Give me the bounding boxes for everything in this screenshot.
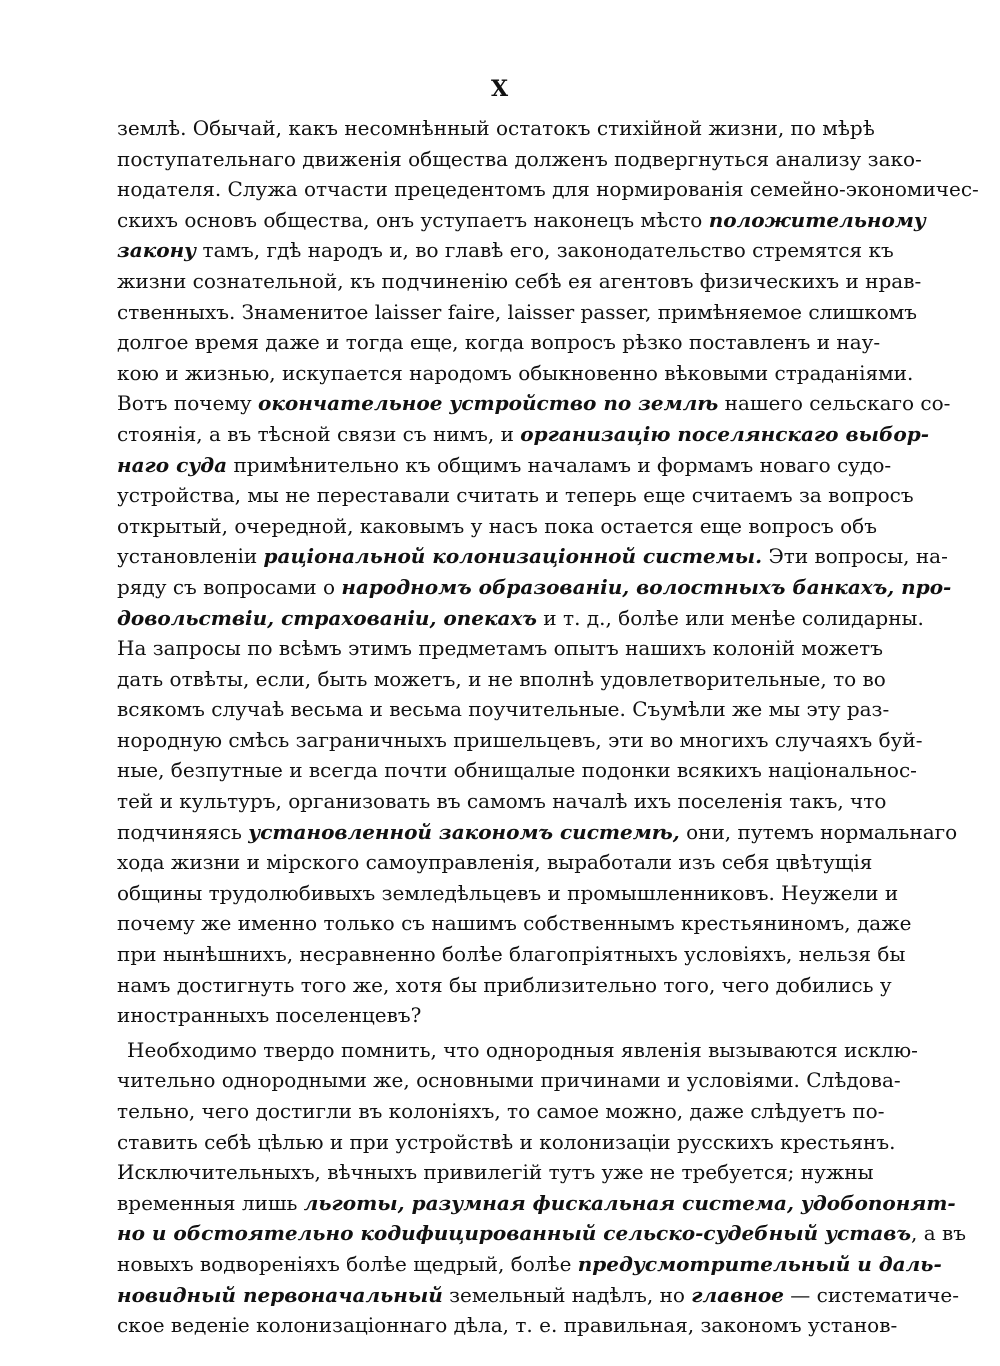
text-segment: ные, безпутные и всегда почти обнищалые подонки всякихъ національнос- xyxy=(117,758,917,783)
text-line xyxy=(117,1249,942,1280)
emphasized-text: новидный первоначальный xyxy=(117,1282,443,1307)
emphasized-text: окончательное устройство по землѣ xyxy=(258,391,719,416)
text-line xyxy=(117,1065,901,1096)
text-segment: земельный надѣлъ, но xyxy=(442,1282,692,1307)
text-line xyxy=(117,235,894,266)
text-line xyxy=(117,388,951,419)
text-line xyxy=(117,266,922,297)
page-number: X xyxy=(490,76,510,102)
text-segment: , а въ xyxy=(910,1221,966,1246)
text-line xyxy=(117,908,912,939)
text-line xyxy=(117,786,887,817)
text-segment: почему же именно только съ нашимъ собственнымъ крестьяниномъ, даже xyxy=(117,911,912,936)
emphasized-text: наго суда xyxy=(117,452,228,477)
text-line xyxy=(117,633,883,664)
emphasized-text: организацію поселянскаго выбор- xyxy=(520,421,930,446)
text-line xyxy=(117,572,952,603)
text-line xyxy=(117,327,881,358)
text-segment: при нынѣшнихъ, несравненно болѣе благопріятныхъ условіяхъ, нельзя бы xyxy=(117,942,906,967)
text-line xyxy=(117,511,877,542)
text-line xyxy=(117,1035,918,1066)
text-line xyxy=(117,1096,885,1127)
emphasized-text: закону xyxy=(117,238,197,263)
emphasized-text: главное xyxy=(691,1282,784,1307)
text-line xyxy=(117,664,886,695)
text-segment: Необходимо твердо помнить, что однородныя явленія вызываются исклю- xyxy=(127,1037,918,1062)
text-segment: примѣнительно къ общимъ началамъ и формамъ новаго судо- xyxy=(227,452,892,477)
emphasized-text: раціональной колонизаціонной системы. xyxy=(263,544,763,569)
text-segment: и т. д., болѣе или менѣе солидарны. xyxy=(536,605,924,630)
emphasized-text: но и обстоятельно кодифицированный сельско-судебный уставъ xyxy=(117,1221,911,1246)
text-segment: ственныхъ. Знаменитое laisser faire, laisser passer, примѣняемое слишкомъ xyxy=(117,299,918,324)
text-segment: иностранныхъ поселенцевъ? xyxy=(117,1003,422,1028)
text-segment: стоянія, а въ тѣсной связи съ нимъ, и xyxy=(117,421,521,446)
text-segment: открытый, очередной, каковымъ у насъ пока остается еще вопросъ объ xyxy=(117,513,877,538)
emphasized-text: предусмотрительный и даль- xyxy=(577,1251,942,1276)
emphasized-text: положительному xyxy=(708,207,926,232)
text-segment: жизни сознательной, къ подчиненію себѣ ея агентовъ физическихъ и нрав- xyxy=(117,268,922,293)
text-segment: скихъ основъ общества, онъ уступаетъ наконецъ мѣсто xyxy=(117,207,709,232)
text-segment: тамъ, гдѣ народъ и, во главѣ его, законодательство стремятся къ xyxy=(196,238,894,263)
text-segment: ряду съ вопросами о xyxy=(117,574,342,599)
text-segment: временныя лишь xyxy=(117,1190,304,1215)
text-line xyxy=(117,1310,898,1341)
text-segment: намъ достигнуть того же, хотя бы приблизительно того, чего добились у xyxy=(117,972,892,997)
text-line xyxy=(117,174,979,205)
text-segment: ставить себѣ цѣлью и при устройствѣ и колонизаціи русскихъ крестьянъ. xyxy=(117,1129,896,1154)
text-line xyxy=(117,297,918,328)
text-segment: дать отвѣты, если, быть можетъ, и не вполнѣ удовлетворительные, то во xyxy=(117,666,886,691)
text-line xyxy=(117,878,899,909)
text-line xyxy=(117,725,923,756)
text-line xyxy=(117,1280,959,1311)
text-segment: На запросы по всѣмъ этимъ предметамъ опытъ нашихъ колоній можетъ xyxy=(117,636,883,661)
text-segment: чительно однородными же, основными причинами и условіями. Слѣдова- xyxy=(117,1068,901,1093)
text-line xyxy=(117,358,914,389)
text-line xyxy=(117,541,948,572)
text-segment: подчиняясь xyxy=(117,819,249,844)
text-segment: нородную смѣсь заграничныхъ пришельцевъ, эти во многихъ случаяхъ буй- xyxy=(117,727,923,752)
text-segment: Исключительныхъ, вѣчныхъ привилегій тутъ уже не требуется; нужны xyxy=(117,1160,874,1185)
text-segment: общины трудолюбивыхъ земледѣльцевъ и промышленниковъ. Неужели и xyxy=(117,880,899,905)
text-segment: Вотъ почему xyxy=(117,391,258,416)
text-segment: тельно, чего достигли въ колоніяхъ, то самое можно, даже слѣдуетъ по- xyxy=(117,1099,885,1123)
text-segment: Эти вопросы, на- xyxy=(762,544,948,569)
text-segment: долгое время даже и тогда еще, когда вопросъ рѣзко поставленъ и нау- xyxy=(117,330,881,355)
text-line xyxy=(117,939,906,970)
emphasized-text: установленной закономъ системѣ, xyxy=(248,819,680,844)
text-segment: тей и культуръ, организовать въ самомъ началѣ ихъ поселенія такъ, что xyxy=(117,789,887,814)
text-line xyxy=(117,1127,896,1158)
text-segment: поступательнаго движенія общества долженъ подвергнуться анализу зако- xyxy=(117,146,922,171)
text-line xyxy=(117,1218,966,1249)
text-segment: — систематиче- xyxy=(783,1282,959,1307)
text-line xyxy=(117,694,890,725)
text-line xyxy=(117,113,875,144)
text-segment: установленіи xyxy=(117,544,264,569)
text-line xyxy=(117,847,873,878)
body-text xyxy=(117,113,979,1341)
text-line xyxy=(117,1188,956,1219)
text-segment: землѣ. Обычай, какъ несомнѣнный остатокъ стихійной жизни, по мѣрѣ xyxy=(117,116,875,140)
text-line xyxy=(117,1000,853,1031)
text-line xyxy=(117,450,892,481)
text-line xyxy=(117,817,958,848)
emphasized-text: народномъ образованіи, волостныхъ банкахъ, про- xyxy=(341,574,952,599)
text-line xyxy=(117,419,930,450)
text-segment: ское веденіе колонизаціоннаго дѣла, т. е. правильная, закономъ установ- xyxy=(117,1313,898,1338)
text-segment: нашего сельскаго со- xyxy=(718,391,951,416)
text-segment: новыхъ водвореніяхъ болѣе щедрый, болѣе xyxy=(117,1251,578,1276)
text-line xyxy=(117,205,926,236)
emphasized-text: льготы, разумная фискальная система, удобопонят- xyxy=(303,1190,956,1215)
text-segment: устройства, мы не переставали считать и теперь еще считаемъ за вопросъ xyxy=(117,483,914,508)
emphasized-text: довольствіи, страхованіи, опекахъ xyxy=(117,605,537,630)
text-segment: кою и жизнью, искупается народомъ обыкновенно вѣковыми страданіями. xyxy=(117,360,914,385)
text-line xyxy=(117,755,917,786)
text-line xyxy=(117,603,924,634)
text-segment: они, путемъ нормальнаго xyxy=(679,819,958,844)
text-line xyxy=(117,144,922,175)
text-segment: нодателя. Служа отчасти прецедентомъ для нормированія семейно-экономичес- xyxy=(117,177,979,202)
text-segment: хода жизни и мірского самоуправленія, выработали изъ себя цвѣтущія xyxy=(117,850,873,875)
text-line xyxy=(117,480,914,511)
text-line xyxy=(117,970,892,1001)
text-segment: всякомъ случаѣ весьма и весьма поучительные. Съумѣли же мы эту раз- xyxy=(117,697,890,722)
text-line xyxy=(117,1157,874,1188)
